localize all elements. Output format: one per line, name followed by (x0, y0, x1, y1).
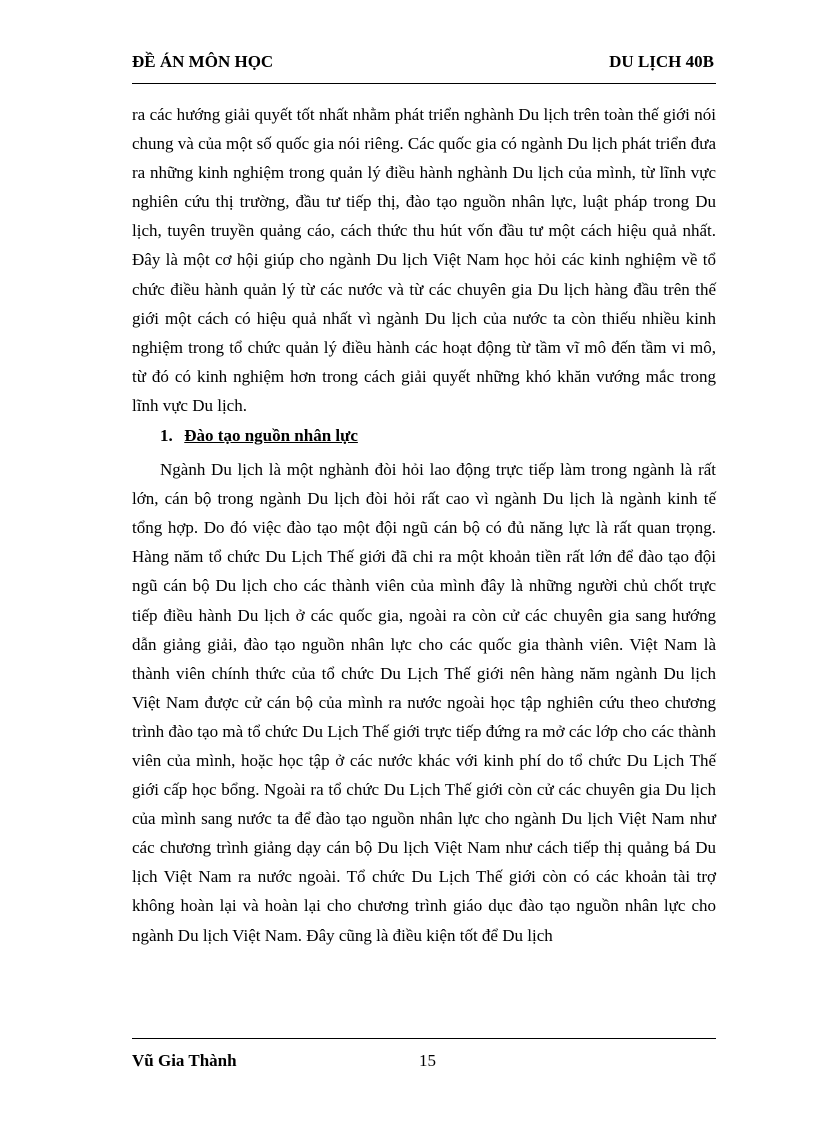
header-class-name: DU LỊCH 40B (609, 52, 714, 71)
header-divider (132, 83, 716, 84)
section-title: Đào tạo nguồn nhân lực (184, 426, 358, 446)
document-body (132, 100, 716, 950)
paragraph-training: Ngành Du lịch là một nghành đòi hỏi lao động trực tiếp làm trong ngành là rất lớn, cán bộ trong ngành Du lịch đòi hỏi rất cao vì ngành Du lịch là ngành kinh tế tổng hợp. Do đó việc đào tạo một đội ngũ cán bộ có đủ năng lực là rất quan trọng. Hàng năm tổ chức Du Lịch Thế giới đã chi ra một khoản tiền rất lớn để đào tạo đội ngũ cán bộ Du lịch cho các thành viên của mình đây là những người chủ chốt trực tiếp điều hành Du lịch ở các quốc gia, ngoài ra còn cử các chuyên gia sang hướng dẫn giảng giải, đào tạo nguồn nhân lực cho các quốc gia thành viên. Việt Nam là thành viên chính thức của tổ chức Du Lịch Thế giới nên hàng năm ngành Du lịch Việt Nam được cử cán bộ của mình ra nước ngoài học tập nghiên cứu theo chương trình đào tạo mà tổ chức Du Lịch Thế giới trực tiếp đứng ra mở các lớp cho các thành viên của mình, hoặc học tập ở các nước khác với kinh phí do tổ chức Du Lịch Thế giới cấp học bổng. Ngoài ra tổ chức Du Lịch Thế giới còn cử các chuyên gia Du lịch của mình sang nước ta để đào tạo nguồn nhân lực cho ngành Du lịch Việt Nam như các chương trình giảng dạy cán bộ Du lịch Việt Nam như cách tiếp thị quảng bá Du lịch Việt Nam ra nước ngoài. Tổ chức Du Lịch Thế giới còn có các khoản tài trợ không hoàn lại và hoàn lại cho chương trình giáo dục đào tạo nguồn nhân lực cho ngành Du lịch Việt Nam. Đây cũng là điều kiện tốt để Du lịch (132, 460, 716, 945)
header-course-title: ĐỀ ÁN MÔN HỌC (132, 52, 274, 71)
page-footer (132, 1051, 714, 1075)
page-number: 15 (419, 1051, 436, 1070)
page-header (132, 52, 714, 78)
footer-author: Vũ Gia Thành (132, 1051, 237, 1070)
section-number: 1. (160, 426, 173, 446)
paragraph-continuation: ra các hướng giải quyết tốt nhất nhằm phát triển nghành Du lịch trên toàn thế giới nói chung và của một số quốc gia nói riêng. Các quốc gia có ngành Du lịch phát triển đưa ra những kinh nghiệm trong quản lý điều hành nghành Du lịch của mình, từ lĩnh vực nghiên cứu thị trường, đầu tư tiếp thị, đào tạo nguồn nhân lực, luật pháp trong Du lịch, tuyên truyền quảng cáo, cách thức thu hút vốn đầu tư một cách hiệu quả nhất. Đây là một cơ hội giúp cho ngành Du lịch Việt Nam học hỏi các kinh nghiệm về tổ chức điều hành quản lý từ các nước và từ các chuyên gia Du lịch hàng đầu trên thế giới một cách có hiệu quả nhất vì ngành Du lịch của nước ta còn thiếu nhiều kinh nghiệm trong tổ chức quản lý điều hành các hoạt động từ tầm vĩ mô đến tầm vi mô, từ đó có kinh nghiệm hơn trong cách giải quyết những khó khăn vướng mắc trong lĩnh vực Du lịch. (132, 105, 716, 415)
section-heading (160, 421, 716, 450)
footer-divider (132, 1038, 716, 1039)
